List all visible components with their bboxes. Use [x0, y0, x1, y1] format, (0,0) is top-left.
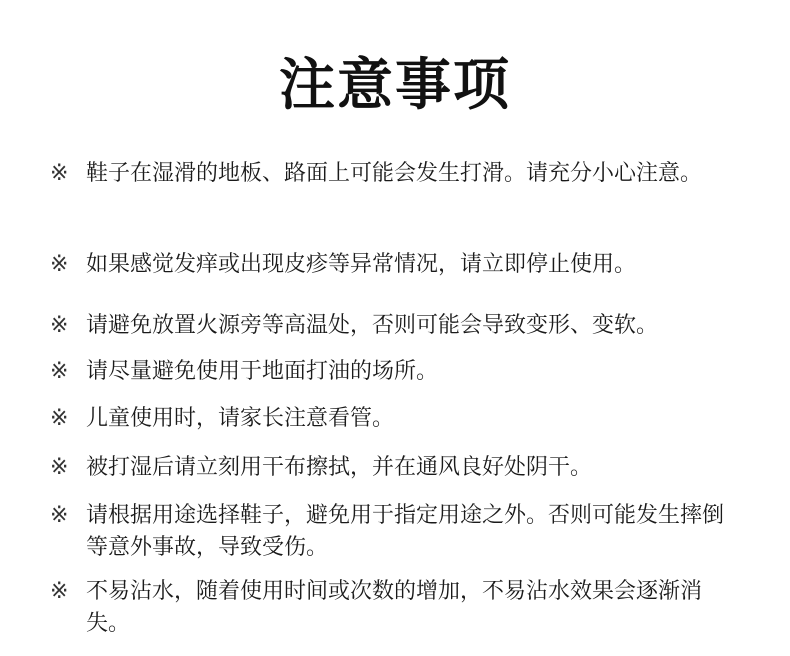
reference-mark-icon: ※	[50, 161, 69, 186]
reference-mark-icon: ※	[50, 406, 69, 431]
reference-mark-icon: ※	[50, 455, 69, 480]
notice-text: 如果感觉发痒或出现皮疹等异常情况，请立即停止使用。	[86, 252, 637, 277]
notice-text: 不易沾水，随着使用时间或次数的增加，不易沾水效果会逐渐消失。	[86, 579, 703, 636]
notice-text: 请避免放置火源旁等高温处，否则可能会导致变形、变软。	[86, 313, 659, 338]
reference-mark-icon: ※	[50, 359, 69, 384]
reference-mark-icon: ※	[50, 579, 69, 604]
notice-text: 请根据用途选择鞋子，避免用于指定用途之外。否则可能发生摔倒等意外事故，导致受伤。	[86, 503, 725, 560]
reference-mark-icon: ※	[50, 503, 69, 528]
notice-text: 被打湿后请立刻用干布擦拭，并在通风良好处阴干。	[86, 455, 593, 480]
notice-text: 鞋子在湿滑的地板、路面上可能会发生打滑。请充分小心注意。	[86, 161, 703, 186]
page-title: 注意事项	[279, 53, 511, 118]
reference-mark-icon: ※	[50, 313, 69, 338]
notice-text: 请尽量避免使用于地面打油的场所。	[86, 359, 439, 384]
notice-text: 儿童使用时，请家长注意看管。	[86, 406, 395, 431]
reference-mark-icon: ※	[50, 252, 69, 277]
